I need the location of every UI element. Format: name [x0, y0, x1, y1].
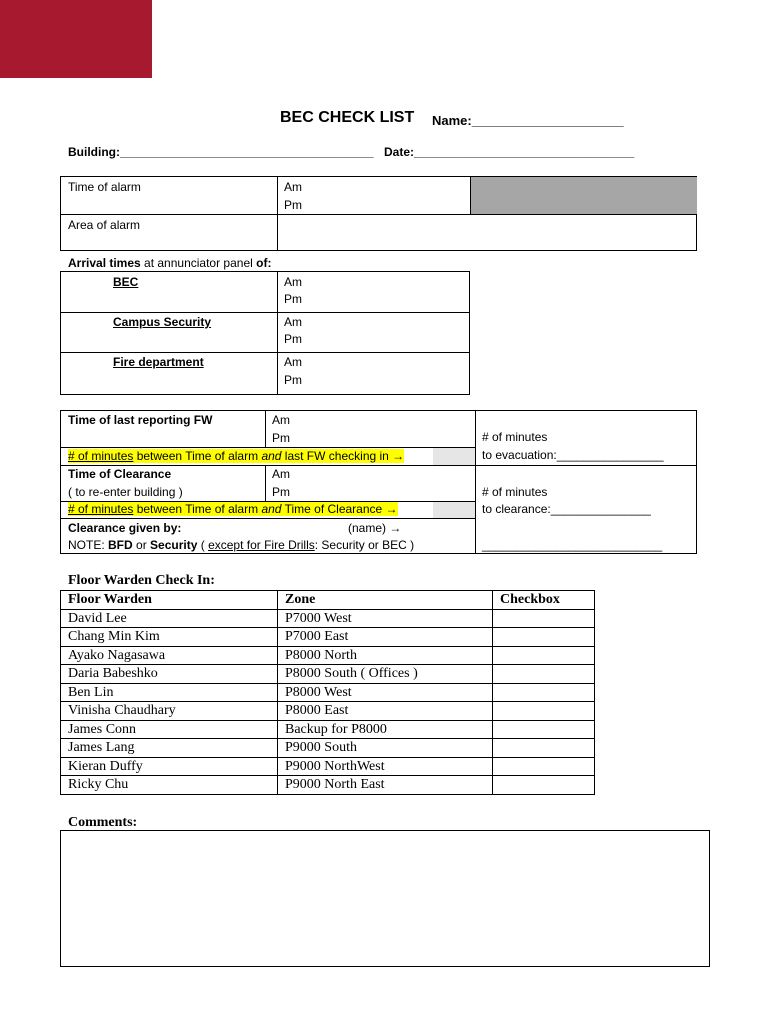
- evacuation-minutes-field[interactable]: to evacuation:________________: [482, 448, 664, 462]
- warden-name: David Lee: [61, 609, 278, 628]
- arrival-pm: Pm: [284, 332, 302, 346]
- arrival-pm: Pm: [284, 373, 302, 387]
- name-field[interactable]: Name:_____________________: [432, 113, 624, 128]
- arrival-label-fire: Fire department: [113, 355, 204, 369]
- arrival-table: [60, 271, 470, 395]
- minutes-to-last-fw: # of minutes between Time of alarm and last FW checking in →: [68, 449, 405, 463]
- table-row: [61, 757, 595, 776]
- arrival-intro: Arrival times at annunciator panel of:: [68, 256, 272, 270]
- comments-label: Comments:: [68, 815, 138, 830]
- evacuation-minutes-label: # of minutes: [482, 430, 548, 444]
- warden-zone: P8000 South ( Offices ): [278, 665, 493, 684]
- clearance-pm: Pm: [272, 485, 290, 499]
- warden-checkbox[interactable]: [493, 739, 595, 758]
- table-row: [61, 609, 595, 628]
- warden-zone: P8000 West: [278, 683, 493, 702]
- warden-name: Ayako Nagasawa: [61, 646, 278, 665]
- table-row: [61, 702, 595, 721]
- warden-checkbox[interactable]: [493, 628, 595, 647]
- warden-name: Kieran Duffy: [61, 757, 278, 776]
- warden-name: Ben Lin: [61, 683, 278, 702]
- arrival-pm: Pm: [284, 292, 302, 306]
- table-row: [61, 739, 595, 758]
- warden-zone: P9000 South: [278, 739, 493, 758]
- warden-zone: Backup for P8000: [278, 720, 493, 739]
- warden-checkbox[interactable]: [493, 609, 595, 628]
- warden-checkbox[interactable]: [493, 702, 595, 721]
- warden-zone: P9000 NorthWest: [278, 757, 493, 776]
- arrival-am: Am: [284, 275, 302, 289]
- last-fw-am: Am: [272, 413, 290, 427]
- logo-text: SFU: [683, 979, 762, 1021]
- clearance-minutes-label: # of minutes: [482, 485, 548, 499]
- table-row: [61, 646, 595, 665]
- table-row: [61, 776, 595, 795]
- table-header-row: [61, 591, 595, 610]
- arrival-am: Am: [284, 315, 302, 329]
- warden-name: James Conn: [61, 720, 278, 739]
- clearance-given-by-label: Clearance given by:: [68, 521, 182, 535]
- date-field[interactable]: Date:_________________________________: [384, 145, 635, 159]
- clearance-minutes-field[interactable]: to clearance:_______________: [482, 502, 651, 516]
- clearance-name-arrow: (name) →: [348, 521, 402, 535]
- minutes-to-clearance: # of minutes between Time of alarm and Time of Clearance →: [68, 502, 398, 516]
- table-row: [61, 665, 595, 684]
- alarm-pm: Pm: [284, 198, 302, 212]
- warden-checkbox[interactable]: [493, 720, 595, 739]
- arrival-am: Am: [284, 355, 302, 369]
- column-header-checkbox: Checkbox: [493, 591, 595, 610]
- warden-checkbox[interactable]: [493, 776, 595, 795]
- warden-name: Vinisha Chaudhary: [61, 702, 278, 721]
- arrival-label-bec: BEC: [113, 275, 139, 289]
- warden-checkbox[interactable]: [493, 646, 595, 665]
- warden-zone: P7000 West: [278, 609, 493, 628]
- last-fw-label: Time of last reporting FW: [68, 413, 213, 427]
- page-title: BEC CHECK LIST: [280, 109, 415, 126]
- warden-name: James Lang: [61, 739, 278, 758]
- table-row: [61, 628, 595, 647]
- warden-checkbox[interactable]: [493, 757, 595, 776]
- warden-name: Daria Babeshko: [61, 665, 278, 684]
- building-field[interactable]: Building:______________________________________: [68, 145, 374, 159]
- column-header-floor-warden: Floor Warden: [61, 591, 278, 610]
- column-header-zone: Zone: [278, 591, 493, 610]
- warden-name: Ricky Chu: [61, 776, 278, 795]
- clearance-note: NOTE: BFD or Security ( except for Fire Drills: Security or BEC ): [68, 538, 415, 552]
- warden-zone: P8000 East: [278, 702, 493, 721]
- warden-checkbox[interactable]: [493, 683, 595, 702]
- warden-checkbox[interactable]: [493, 665, 595, 684]
- comments-box[interactable]: [60, 830, 710, 967]
- clearance-am: Am: [272, 467, 290, 481]
- warden-zone: P8000 North: [278, 646, 493, 665]
- alarm-am: Am: [284, 180, 302, 194]
- table-row: [61, 683, 595, 702]
- warden-zone: P9000 North East: [278, 776, 493, 795]
- clearance-sublabel: ( to re-enter building ): [68, 485, 183, 499]
- time-of-alarm-label: Time of alarm: [68, 180, 141, 194]
- warden-name: Chang Min Kim: [61, 628, 278, 647]
- clearance-label: Time of Clearance: [68, 467, 172, 481]
- clearance-signature-line[interactable]: ___________________________: [482, 538, 663, 552]
- arrival-label-security: Campus Security: [113, 315, 212, 329]
- area-of-alarm-label: Area of alarm: [68, 218, 141, 232]
- table-row: [61, 720, 595, 739]
- grey-cell: [470, 177, 697, 214]
- last-fw-pm: Pm: [272, 431, 290, 445]
- warden-zone: P7000 East: [278, 628, 493, 647]
- floor-warden-heading: Floor Warden Check In:: [68, 573, 215, 588]
- floor-warden-table: [60, 590, 595, 795]
